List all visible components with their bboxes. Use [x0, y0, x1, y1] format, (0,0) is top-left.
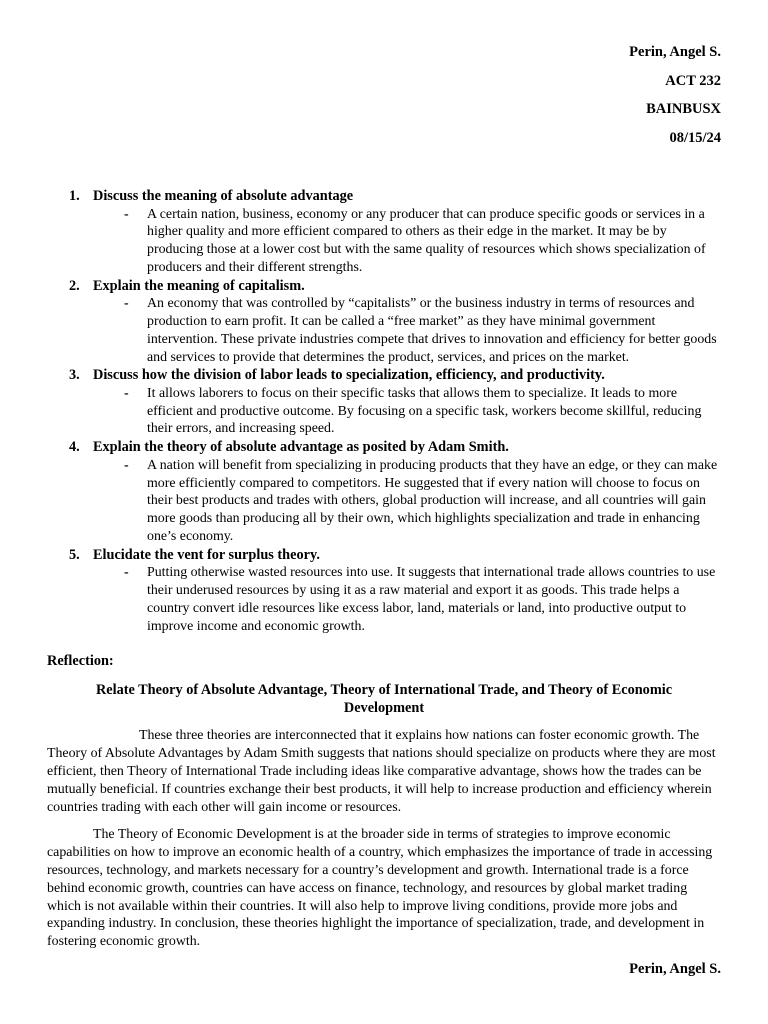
question-item [47, 438, 721, 545]
question-number: 5. [69, 546, 80, 563]
section-code: BAINBUSX [646, 101, 721, 117]
reflection-paragraph: The Theory of Economic Development is at the broader side in terms of strategies to improve economic capabilities on how to improve an economic health of a country, which emphasizes the importance of trade in accessing resources, technology, and markets necessary for a country’s development and growth. International trade is a force behind economic growth, countries can have access on finance, technology, and resources by global market trading which is not available within their countries. It will also help to improve living conditions, provide more jobs and expanding industry. In conclusion, these theories highlight the importance of specialization, trade, and development in fostering economic growth. [47, 827, 713, 950]
question-title: Discuss how the division of labor leads to specialization, efficiency, and productivity. [93, 367, 605, 384]
course-code: ACT 232 [665, 72, 721, 89]
question-title: Discuss the meaning of absolute advantage [93, 188, 354, 204]
question-answer: It allows laborers to focus on their specific tasks that allows them to specialize. It leads to more efficient and productive outcome. By focusing on a specific task, workers become skillful, reducing their errors, and increasing speed. [147, 385, 702, 437]
question-answer: An economy that was controlled by “capitalists” or the business industry in terms of resources and production to earn profit. It can be called a “free market” as they have minimal government intervention. These private industries compete that drives to innovation and efficiency for better goods and services to provide that determines the product, services, and prices on the market. [147, 296, 717, 365]
document-header [629, 42, 721, 156]
question-item [47, 366, 721, 438]
question-title: Explain the theory of absolute advantage as posited by Adam Smith. [93, 439, 509, 456]
question-item [47, 277, 721, 367]
reflection-label: Reflection: [47, 653, 114, 669]
footer-name: Perin, Angel S. [629, 961, 721, 977]
question-item [47, 546, 721, 636]
bullet-dash: - [124, 457, 129, 473]
bullet-dash: - [124, 565, 129, 581]
question-number: 3. [69, 367, 80, 384]
question-number: 2. [69, 277, 80, 294]
student-name: Perin, Angel S. [629, 44, 721, 60]
reflection-paragraph: These three theories are interconnected that it explains how nations can foster economic growth. The Theory of Absolute Advantages by Adam Smith suggests that nations should specialize on products where they are most efficient, then Theory of International Trade including ideas like comparative advantage, shows how the trades can be mutually beneficial. If countries exchange their best products, it will help to increase production and efficiency wherein countries trading with each other will gain income or resources. [47, 728, 716, 815]
bullet-dash: - [124, 385, 129, 401]
reflection-section [47, 652, 721, 951]
question-number: 1. [69, 188, 80, 204]
reflection-title: Relate Theory of Absolute Advantage, Theory of International Trade, and Theory of Economic Development [95, 682, 673, 717]
question-list [47, 187, 721, 635]
question-answer: A nation will benefit from specializing in producing products that they have an edge, or they can make more efficiently compared to competitors. He suggested that if every nation will choose to focus on their best products and trades with others, global production will increase, and all countries will gain more goods than producing all by their own, which highlights specialization and trade in enhancing one’s economy. [147, 457, 718, 544]
document-date: 08/15/24 [669, 129, 721, 146]
question-answer: A certain nation, business, economy or any producer that can produce specific goods or services in a higher quality and more efficient compared to others as their edge in the market. It may be by producing those at a lower cost but with the same quality of resources which shows specialization of producers and their different strengths. [147, 206, 706, 275]
question-item [47, 187, 721, 277]
question-title: Explain the meaning of capitalism. [93, 277, 305, 294]
bullet-dash: - [124, 206, 129, 222]
bullet-dash: - [124, 296, 129, 312]
question-answer: Putting otherwise wasted resources into use. It suggests that international trade allows countries to use their underused resources by using it as a raw material and export it as goods. This trade helps a country convert idle resources like excess labor, land, materials or land, into productive output to improve income and economic growth. [147, 565, 716, 634]
question-number: 4. [69, 439, 80, 456]
question-title: Elucidate the vent for surplus theory. [93, 546, 320, 563]
